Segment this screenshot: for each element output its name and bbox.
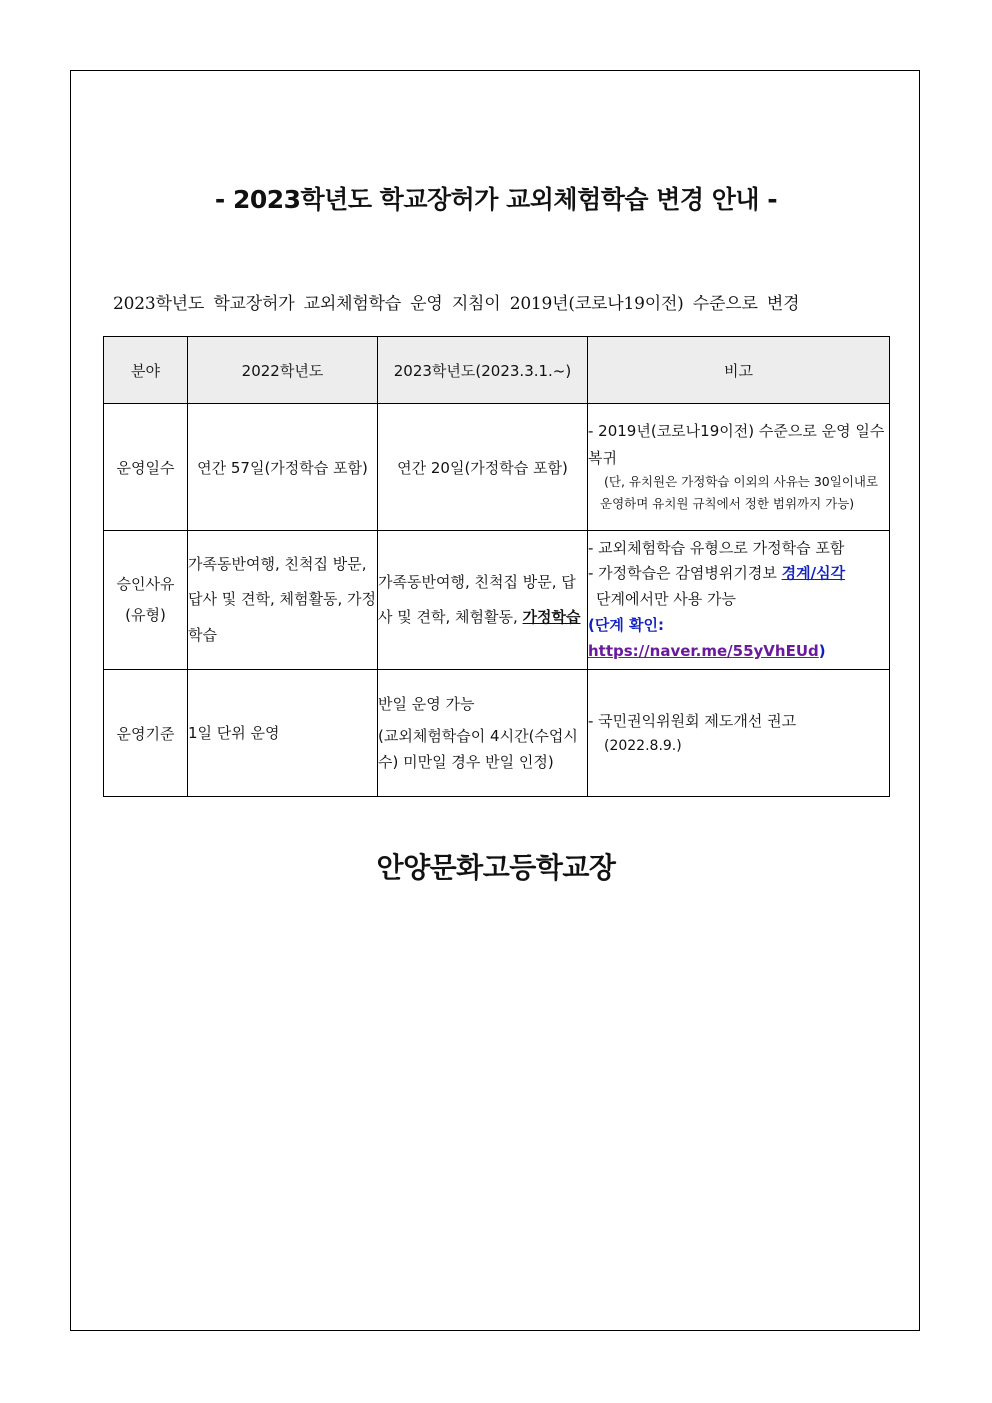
note-line	[588, 561, 889, 587]
row-2023	[378, 531, 588, 670]
page-title: - 2023학년도 학교장허가 교외체험학습 변경 안내 -	[214, 185, 778, 214]
note-link-line	[588, 613, 889, 665]
row-note	[588, 670, 890, 797]
note-line: 단계에서만 사용 가능	[596, 590, 736, 609]
row-2022: 가족동반여행, 친척집 방문, 답사 및 견학, 체험활동, 가정학습	[188, 531, 378, 670]
table-row	[104, 531, 890, 670]
header-category: 분야	[104, 337, 188, 404]
row-2023: 연간 20일(가정학습 포함)	[378, 404, 588, 531]
category-line: 승인사유	[116, 574, 175, 593]
row-note	[588, 404, 890, 531]
school-principal-signature: 안양문화고등학교장	[376, 851, 616, 884]
note-line: - 교외체험학습 유형으로 가정학습 포함	[588, 538, 845, 557]
alert-level-text: 경계/심각	[781, 564, 846, 583]
header-2023: 2023학년도(2023.3.1.~)	[378, 337, 588, 404]
table-header-row	[104, 337, 890, 404]
row-note	[588, 531, 890, 670]
note-line: (단, 유치원은 가정학습 이외의 사유는 30일이내로 운영하며 유치원 규칙에서 정한 범위까지 가능)	[600, 473, 879, 512]
row-2023-line: (교외체험학습이 4시간(수업시수) 미만일 경우 반일 인정)	[378, 726, 578, 772]
naver-link[interactable]: https://naver.me/55yVhEUd	[588, 641, 819, 660]
change-table	[103, 336, 890, 797]
row-category: 운영기준	[104, 670, 188, 797]
row-2023-line: 반일 운영 가능	[378, 694, 475, 713]
intro-text: 2023학년도 학교장허가 교외체험학습 운영 지침이 2019년(코로나19이전) 수준으로 변경	[113, 294, 800, 314]
row-category: 운영일수	[104, 404, 188, 531]
row-2023-text: 가족동반여행, 친척집 방문, 답사 및 견학, 체험활동,	[378, 572, 576, 626]
note-text: - 가정학습은 감염병위기경보	[588, 564, 777, 583]
header-note: 비고	[588, 337, 890, 404]
link-close: )	[818, 641, 826, 660]
note-line: (2022.8.9.)	[604, 737, 682, 754]
note-line: - 2019년(코로나19이전) 수준으로 운영 일수 복귀	[588, 422, 885, 467]
link-label: (단계 확인:	[588, 615, 665, 634]
header-2022: 2022학년도	[188, 337, 378, 404]
row-2023	[378, 670, 588, 797]
row-category	[104, 531, 188, 670]
row-2022: 1일 단위 운영	[188, 670, 378, 797]
table-row	[104, 404, 890, 531]
table-row	[104, 670, 890, 797]
note-line: - 국민권익위원회 제도개선 권고	[588, 711, 797, 730]
row-2023-emph: 가정학습	[522, 608, 581, 626]
row-2022: 연간 57일(가정학습 포함)	[188, 404, 378, 531]
category-line: (유형)	[125, 606, 166, 624]
